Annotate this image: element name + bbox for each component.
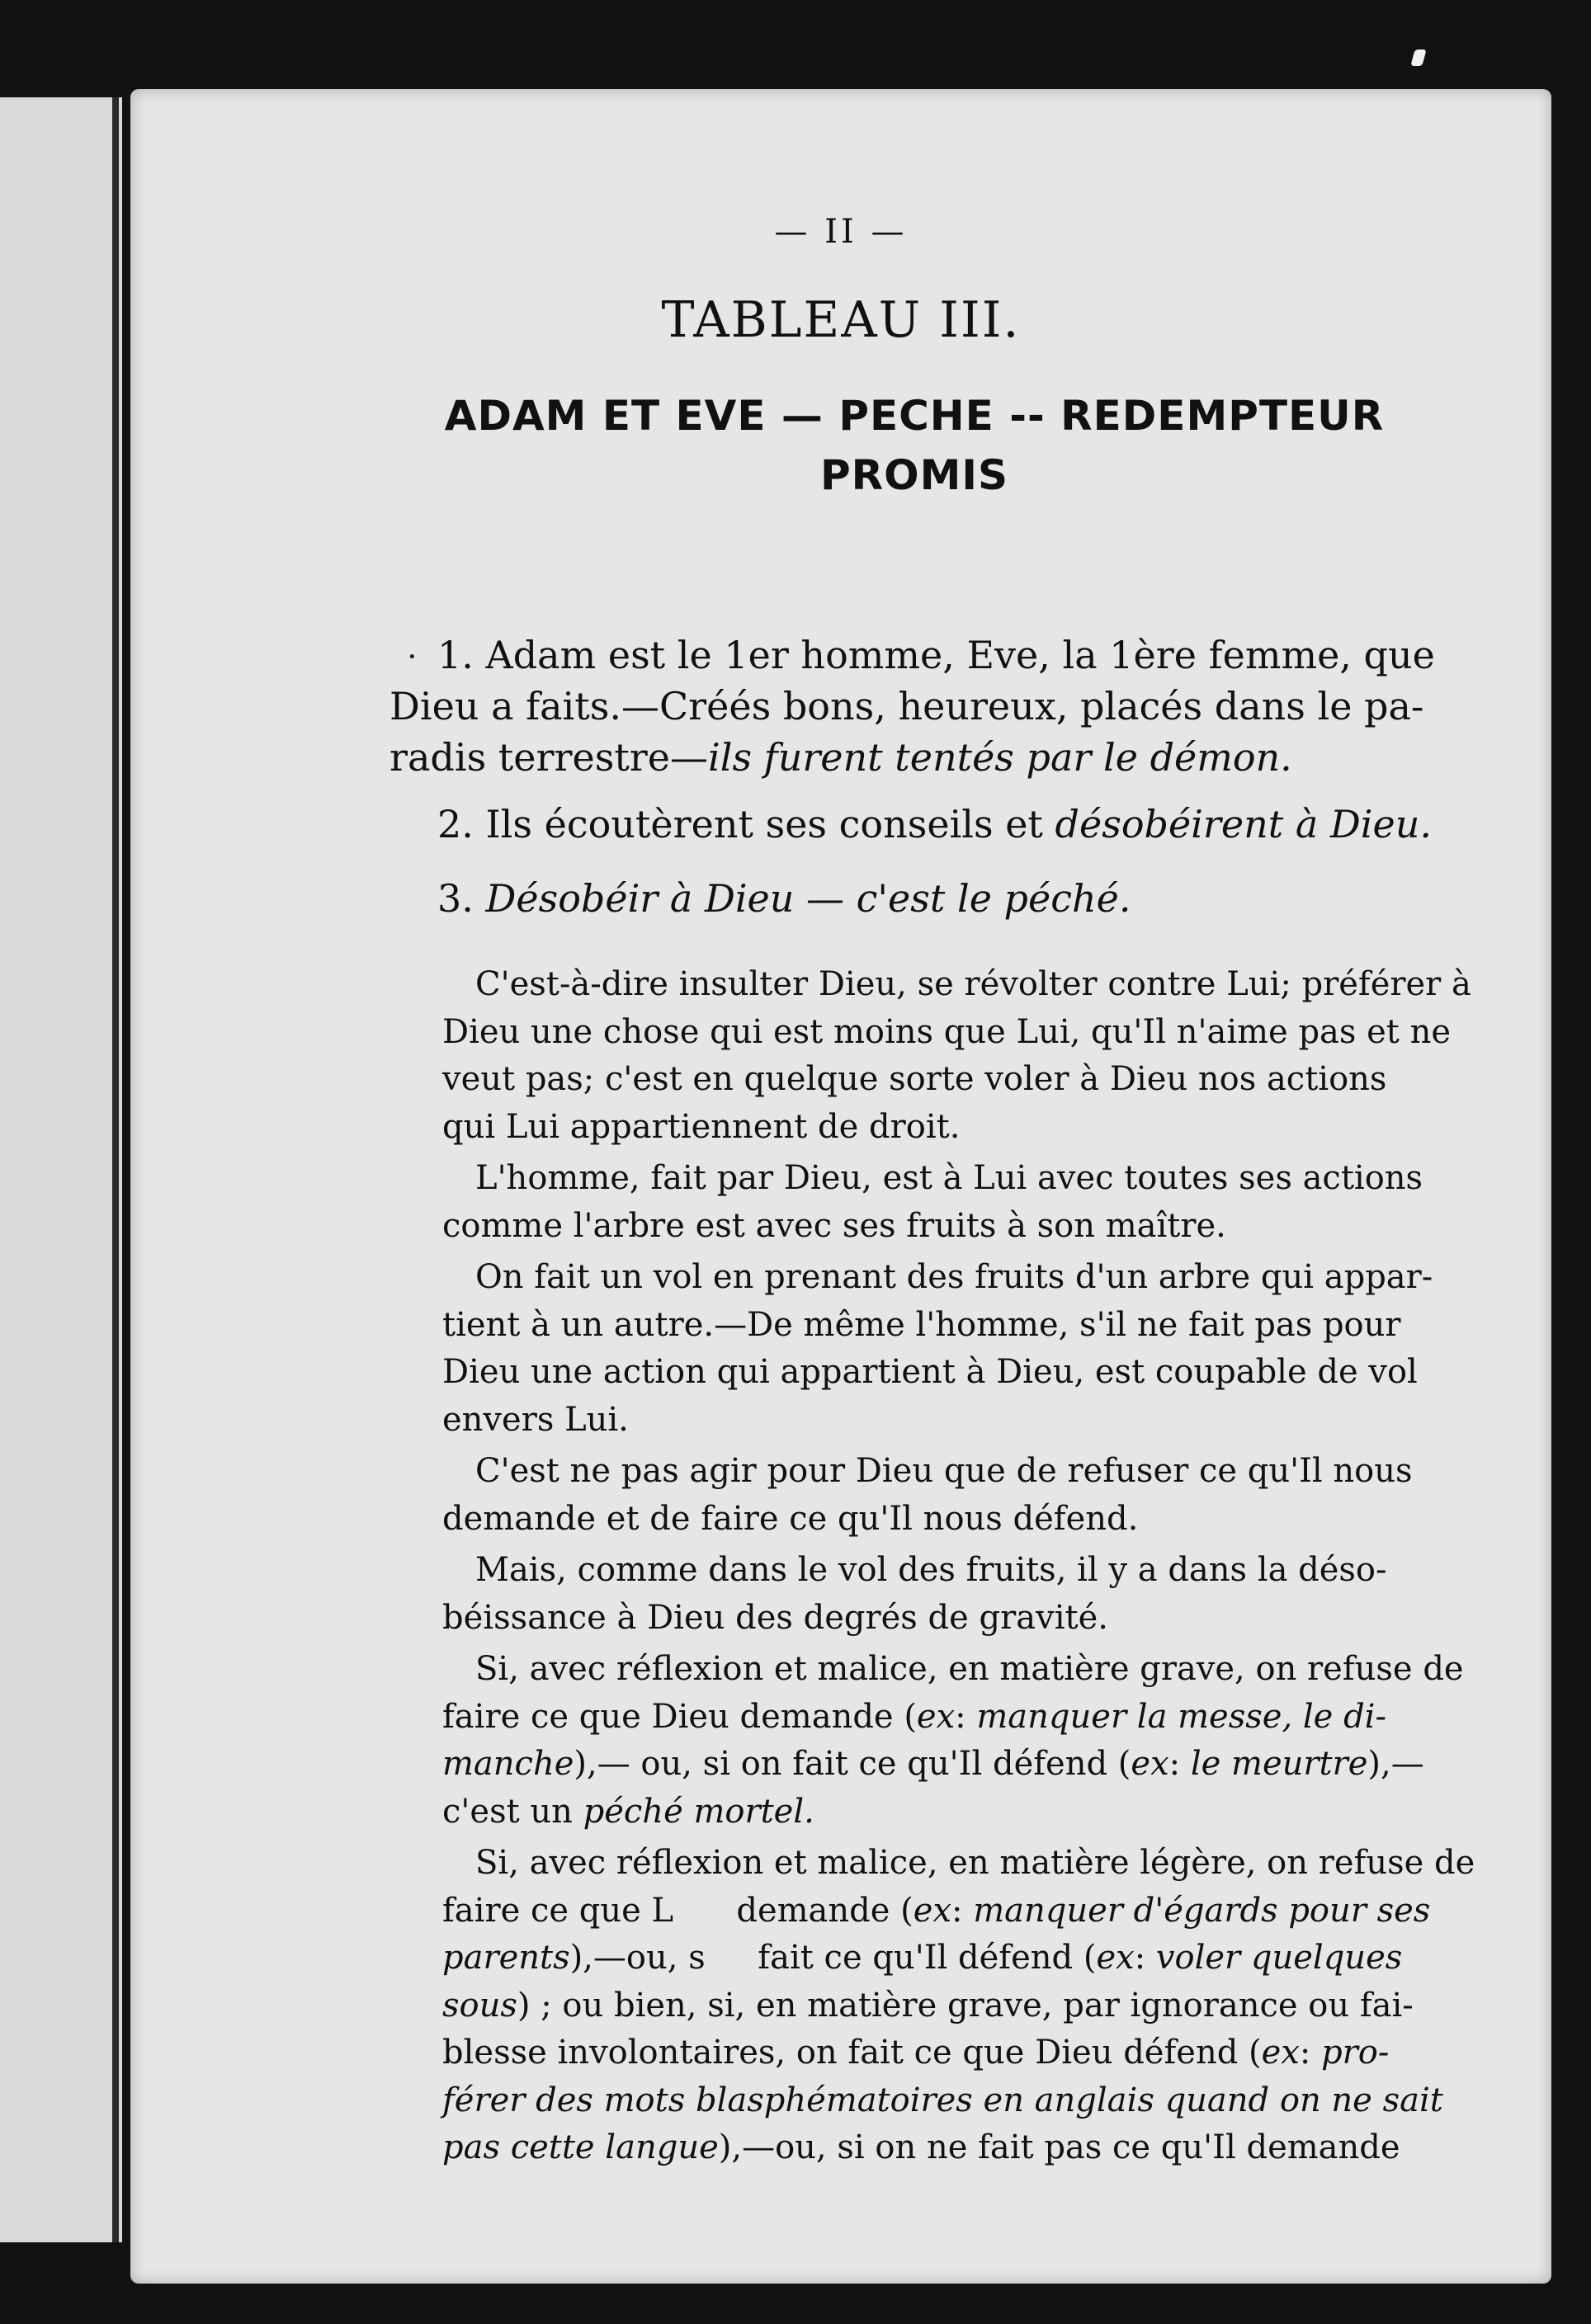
body-line: C'est ne pas agir pour Dieu que de refuser ce qu'Il nous [475,1452,1413,1490]
page-gutter [112,97,119,2242]
tableau-title: TABLEAU III. [661,291,1021,349]
numbered-item-1 [389,629,1510,783]
body-paragraphs [442,961,1540,2172]
page-number: — II — [774,213,908,251]
numbered-item-2 [437,799,1510,850]
heading-line-1: ADAM ET EVE — PECHE -- REDEMPTEUR [444,392,1385,440]
body-line: envers Lui. [442,1400,629,1439]
body-line: L'homme, fait par Dieu, est à Lui avec toutes ses actions [475,1159,1423,1197]
text-run: : [955,1697,977,1736]
body-line [442,1694,1540,1742]
text-run: ),—ou, s fait ce qu'Il défend ( [569,1939,1097,1977]
body-line [442,1888,1540,1935]
text-run-italic: ex [1096,1939,1135,1977]
item1-line-2: Dieu a faits.—Créés bons, heureux, placés dans le pa- [389,684,1424,728]
text-run-italic: manquer la messe, le di- [976,1697,1386,1736]
body-line: demande et de faire ce qu'Il nous défend. [442,1499,1139,1538]
margin-dot-icon: • [408,648,417,666]
item3-italic: Désobéir à Dieu — c'est le péché. [485,876,1131,921]
body-line: béissance à Dieu des degrés de gravité. [442,1598,1108,1637]
item3-line [437,873,1510,924]
body-line: Dieu une action qui appartient à Dieu, est coupable de vol [442,1353,1418,1391]
text-run-italic: ex [913,1891,951,1930]
text-run: faire ce que L demande ( [442,1891,914,1930]
item1-line-3-italic: ils furent tentés par le démon. [708,735,1292,780]
text-run-italic: parents [442,1939,570,1977]
scan-mark [1410,49,1426,66]
item1-line-1: 1. Adam est le 1er homme, Eve, la 1ère femme, que [437,633,1435,677]
text-run-italic: manche [442,1745,574,1783]
text-run: ),— ou, si on fait ce qu'Il défend ( [574,1745,1131,1783]
numbered-item-3 [437,873,1510,924]
text-run: ) ; ou bien, si, en matière grave, par ignorance ou fai- [517,1986,1414,2025]
text-run: : [1134,1939,1156,1977]
body-line [442,1741,1540,1789]
text-run: c'est un [442,1792,583,1831]
body-line [442,2029,1540,2077]
text-run: : [1168,1745,1191,1783]
text-run-italic: ex [1261,2034,1300,2072]
text-run-italic: le meurtre [1190,1745,1368,1783]
text-run: ),—ou, si on ne fait pas ce qu'Il demande [718,2128,1400,2166]
body-line: Si, avec réflexion et malice, en matière grave, on refuse de [475,1650,1464,1688]
text-run-italic: ex [916,1697,956,1736]
text-run: : [951,1891,974,1930]
body-line: tient à un autre.—De même l'homme, s'il ne fait pas pour [442,1305,1401,1344]
section-heading [320,386,1508,505]
text-run-italic: voler quelques [1155,1939,1403,1977]
text-run-italic: sous [442,1986,517,2025]
body-line: comme l'arbre est avec ses fruits à son maître. [442,1206,1226,1245]
body-line: C'est-à-dire insulter Dieu, se révolter contre Lui; préférer à [475,965,1471,1003]
body-line [442,2124,1540,2172]
item2-italic: désobéirent à Dieu. [1055,802,1432,846]
item1-line-3-text: radis terrestre— [389,735,709,780]
body-line: Si, avec réflexion et malice, en matière légère, on refuse de [475,1844,1475,1882]
heading-line-2: PROMIS [819,451,1009,499]
body-line [442,1982,1540,2030]
item1-line-3 [389,732,1510,783]
text-run-italic: pas cette langue [442,2128,719,2166]
body-line: férer des mots blasphématoires en anglais quand on ne sait [442,2081,1443,2119]
adjacent-page-edge [0,97,122,2242]
body-line [442,1935,1540,1982]
body-line: On fait un vol en prenant des fruits d'un arbre qui appar- [475,1258,1433,1296]
body-line: qui Lui appartiennent de droit. [442,1107,961,1146]
text-run: faire ce que Dieu demande ( [442,1697,917,1736]
body-line: veut pas; c'est en quelque sorte voler à Dieu nos actions [442,1060,1387,1098]
body-line: Mais, comme dans le vol des fruits, il y a dans la déso- [475,1551,1387,1589]
text-run-italic: pro- [1321,2034,1390,2072]
item3-number: 3. [437,876,486,921]
text-run-italic: ex [1131,1745,1169,1783]
text-run: ),— [1367,1745,1424,1783]
body-line: Dieu une chose qui est moins que Lui, qu'Il n'aime pas et ne [442,1012,1452,1051]
item2-text: 2. Ils écoutèrent ses conseils et [437,802,1055,846]
item2-line [437,799,1510,850]
text-run-italic: péché mortel. [583,1792,814,1831]
text-run-italic: manquer d'égards pour ses [973,1891,1431,1930]
body-line [442,1789,1540,1836]
book-page [130,89,1551,2284]
text-run: : [1299,2034,1322,2072]
text-run: blesse involontaires, on fait ce que Dieu défend ( [442,2034,1262,2072]
